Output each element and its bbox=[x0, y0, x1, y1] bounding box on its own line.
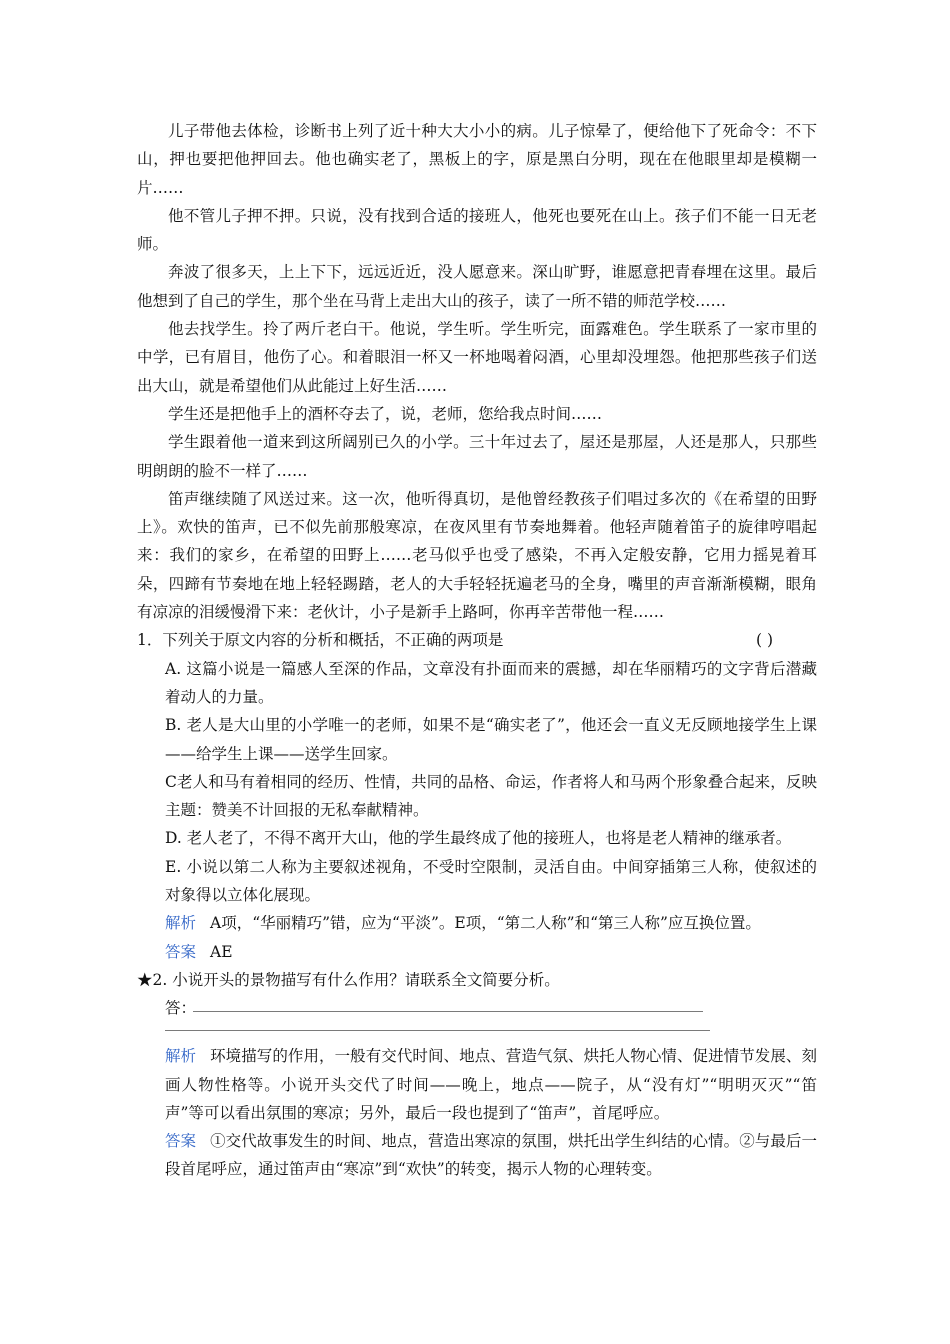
passage-paragraph: 奔波了很多天，上上下下，远远近近，没人愿意来。深山旷野，谁愿意把青春埋在这里。最后他想到了自己的学生，那个坐在马背上走出大山的孩子，读了一所不错的师范学校…… bbox=[137, 263, 817, 310]
passage-paragraph: 学生还是把他手上的酒杯夺去了，说，老师，您给我点时间…… bbox=[168, 404, 603, 423]
passage-paragraph: 学生跟着他一道来到这所阔别已久的小学。三十年过去了，屋还是那屋，人还是那人，只那些明朗朗的脸不一样了…… bbox=[137, 433, 817, 480]
analysis-label: 解析 bbox=[165, 1047, 197, 1066]
answer-label: 答案 bbox=[165, 942, 197, 961]
passage-paragraph: 他不管儿子押不押。只说，没有找到合适的接班人，他死也要死在山上。孩子们不能一日无老师。 bbox=[137, 206, 817, 254]
answer-label: 答案 bbox=[165, 1132, 197, 1151]
answer-text: AE bbox=[210, 942, 233, 961]
passage-paragraph: 儿子带他去体检，诊断书上列了近十种大大小小的病。儿子惊晕了，便给他下了死命令：不下山，押也要把他押回去。他也确实老了，黑板上的字，原是黑白分明，现在在他眼里却是模糊一片…… bbox=[137, 122, 817, 197]
answer-line-2[interactable] bbox=[165, 1022, 817, 1042]
option-c: C老人和马有着相同的经历、性情，共同的品格、命运，作者将人和马两个形象叠合起来，反映主题：赞美不计回报的无私奉献精神。 bbox=[165, 772, 817, 820]
answer-prompt: 答： bbox=[165, 999, 197, 1018]
question-2-analysis bbox=[137, 1042, 817, 1127]
question-1-stem-text: 1．下列关于原文内容的分析和概括，不正确的两项是 bbox=[137, 631, 504, 650]
answer-bracket: ( ) bbox=[755, 631, 773, 650]
answer-line[interactable] bbox=[165, 994, 817, 1022]
analysis-label: 解析 bbox=[165, 914, 197, 933]
question-1-analysis bbox=[137, 909, 817, 937]
option-a: A. 这篇小说是一篇感人至深的作品，文章没有扑面而来的震撼，却在华丽精巧的文字背后潜藏着动人的力量。 bbox=[165, 659, 817, 706]
answer-text: ①交代故事发生的时间、地点，营造出寒凉的氛围，烘托出学生纠结的心情。②与最后一段首尾呼应，通过笛声由“寒凉”到“欢快”的转变，揭示人物的心理转变。 bbox=[165, 1132, 817, 1179]
option-b: B. 老人是大山里的小学唯一的老师，如果不是“确实老了”，他还会一直义无反顾地接学生上课——给学生上课——送学生回家。 bbox=[165, 716, 817, 763]
question-1-stem bbox=[137, 626, 817, 654]
answer-underline-2 bbox=[165, 1030, 710, 1031]
option-e: E. 小说以第二人称为主要叙述视角，不受时空限制，灵活自由。中间穿插第三人称，使叙述的对象得以立体化展现。 bbox=[165, 857, 817, 905]
passage-paragraph: 他去找学生。拎了两斤老白干。他说，学生听。学生听完，面露难色。学生联系了一家市里的中学，已有眉目，他伤了心。和着眼泪一杯又一杯地喝着闷酒，心里却没埋怨。他把那些孩子们送出大山，就是希望他们从此能过上好生活…… bbox=[137, 320, 817, 395]
analysis-text: 环境描写的作用，一般有交代时间、地点、营造气氛、烘托人物心情、促进情节发展、刻画人物性格等。小说开头交代了时间——晚上，地点——院子，从“没有灯”“明明灭灭”“笛声”等可以看出氛围的寒凉；另外，最后一段也提到了“笛声”，首尾呼应。 bbox=[165, 1047, 817, 1122]
passage-paragraph: 笛声继续随了风送过来。这一次，他听得真切，是他曾经教孩子们唱过多次的《在希望的田野上》。欢快的笛声，已不似先前那般寒凉，在夜风里有节奏地舞着。他轻声随着笛子的旋律哼唱起来：我们的家乡，在希望的田野上……老马似乎也受了感染，不再入定般安静，它用力摇晃着耳朵，四蹄有节奏地在地上轻轻踢踏，老人的大手轻轻抚遍老马的全身，嘴里的声音渐渐模糊，眼角有凉凉的泪缓慢滑下来：老伙计，小子是新手上路呵，你再辛苦带他一程…… bbox=[137, 489, 817, 622]
analysis-text: A项，“华丽精巧”错，应为“平淡”。E项，“第二人称”和“第三人称”应互换位置。 bbox=[210, 914, 761, 933]
question-1 bbox=[137, 626, 817, 654]
question-1-answer bbox=[137, 938, 817, 966]
answer-underline bbox=[193, 1011, 703, 1012]
question-2-stem: ★2. 小说开头的景物描写有什么作用？请联系全文简要分析。 bbox=[137, 970, 560, 989]
document-body bbox=[137, 117, 817, 1184]
option-d: D. 老人老了，不得不离开大山，他的学生最终成了他的接班人，也将是老人精神的继承者。 bbox=[165, 829, 792, 848]
question-2-answer bbox=[137, 1127, 817, 1184]
